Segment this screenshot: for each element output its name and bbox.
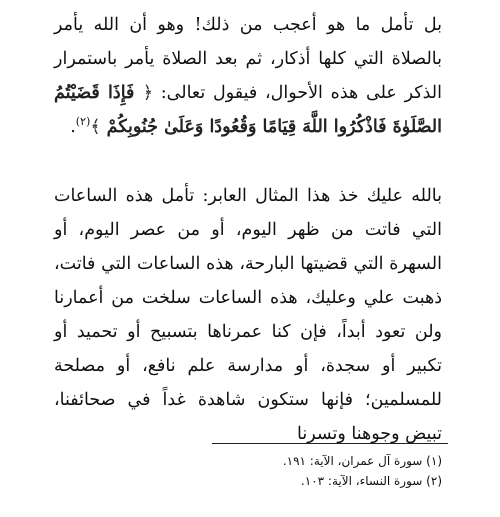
paragraph-1-text: بل تأمل ما هو أعجب من ذلك! وهو أن الله يأمر بالصلاة التي كلها أذكار، ثم بعد الصلاة يأمر باستمرار الذكر على هذه الأحوال، فيقول تعالى: (54, 15, 442, 103)
verse-close-brace: ﴾ (90, 117, 101, 137)
footnote-2: (٢) سورة النساء، الآية: ١٠٣. (300, 474, 442, 488)
footnote-ref-2: (٢) (75, 115, 91, 129)
footnote-divider (212, 443, 448, 444)
paragraph-2: بالله عليك خذ هذا المثال العابر: تأمل هذه الساعات التي فاتت من ظهر اليوم، أو من عصر اليوم، أو السهرة التي قضيتها البارحة، هذه الساعات التي فاتت، ذهبت علي وعليك، هذه الساعات سلخت من أعمارنا ولن تعود أبداً، فإن كنا عمرناها بتسبيح أو تحميد أو تكبير أو سجدة، أو مدارسة علم نافع، أو مصلحة للمسلمين؛ فإنها ستكون شاهدة غداً في صحائفنا، تبيض وجوهنا وتسرنا (54, 186, 442, 444)
paragraph-1-end: . (70, 117, 76, 137)
footnotes (54, 451, 442, 491)
verse-open-brace: ﴿ (142, 83, 153, 103)
paragraph-1 (54, 8, 442, 144)
footnote-1: (١) سورة آل عمران، الآية: ١٩١. (282, 454, 442, 468)
verse-text: فَإِذَا قَضَيْتُمُ الصَّلَوٰةَ فَاذْكُرُوا اللَّهَ قِيَامًا وَقُعُودًا وَعَلَىٰ جُنُوبِكُمْ (54, 83, 442, 137)
